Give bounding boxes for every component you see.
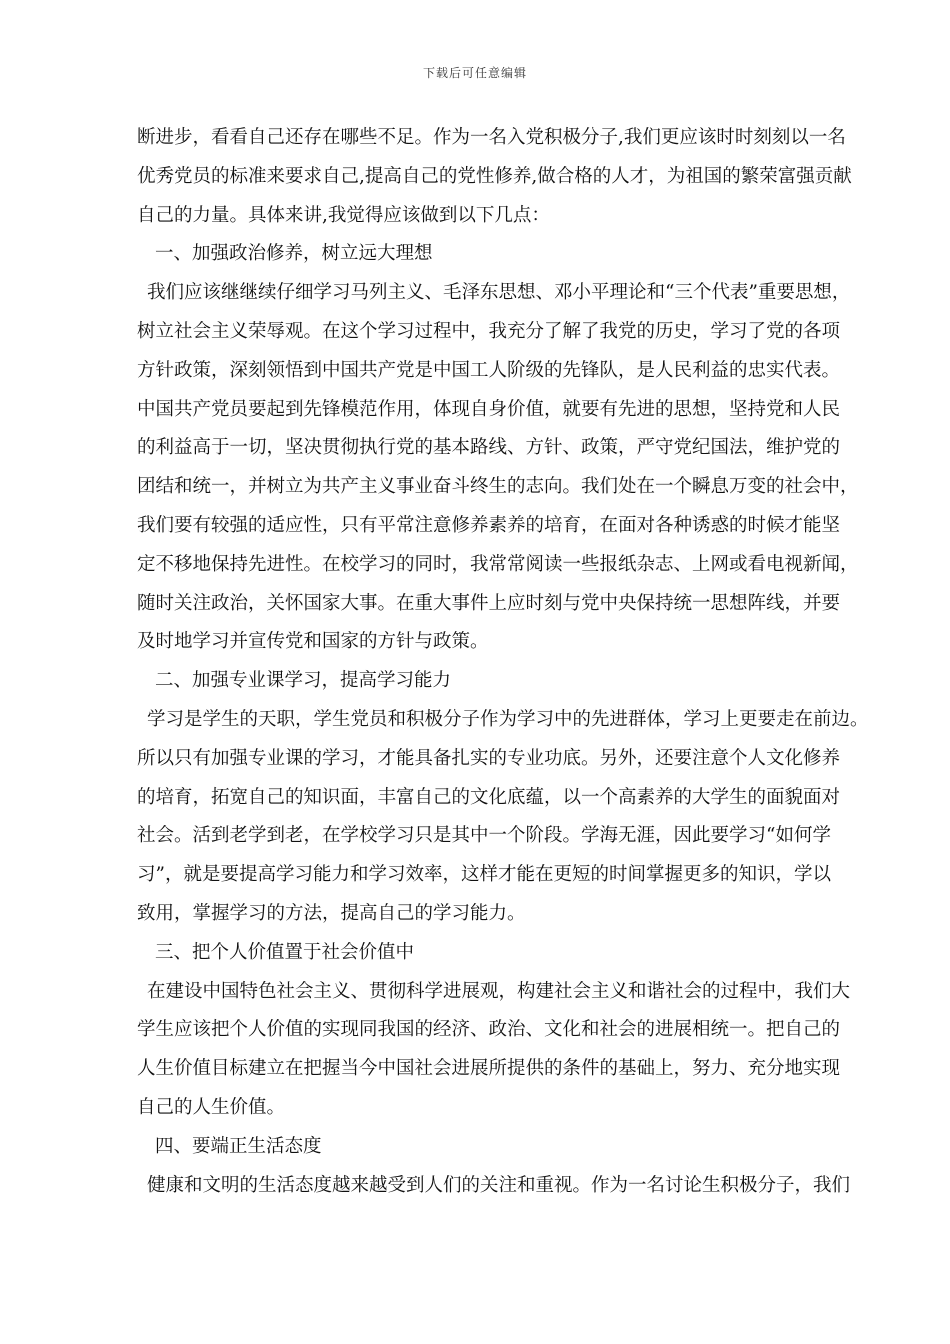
text-line: 自己的力量。具体来讲,我觉得应该做到以下几点： [137, 204, 550, 226]
text-line: 我们要有较强的适应性，只有平常注意修养素养的培育，在面对各种诱惑的时候才能坚 [137, 514, 841, 536]
text-line: 致用，掌握学习的方法，提高自己的学习能力。 [137, 902, 526, 924]
text-line: 学习是学生的天职，学生党员和积极分子作为学习中的先进群体，学习上更要走在前边。 [147, 708, 869, 730]
text-line: 我们应该继继续仔细学习马列主义、毛泽东思想、邓小平理论和“三个代表”重要思想， [147, 282, 851, 304]
section-heading: 一、加强政治修养，树立远大理想 [155, 243, 433, 265]
text-line: 的利益高于一切，坚决贯彻执行党的基本路线、方针、政策，严守党纪国法，维护党的 [137, 437, 841, 459]
text-line: 所以只有加强专业课的学习，才能具备扎实的专业功底。另外，还要注意个人文化修养 [137, 747, 841, 769]
text-line: 断进步，看看自己还存在哪些不足。作为一名入党积极分子,我们更应该时时刻刻以一名 [137, 127, 846, 148]
text-line: 随时关注政治，关怀国家大事。在重大事件上应时刻与党中央保持统一思想阵线，并要 [137, 592, 841, 614]
text-line: 优秀党员的标准来要求自己,提高自己的党性修养,做合格的人才，为祖国的繁荣富强贡献 [137, 165, 852, 187]
text-line: 学生应该把个人价值的实现同我国的经济、政治、文化和社会的进展相统一。把自己的 [137, 1019, 841, 1041]
text-line: 团结和统一，并树立为共产主义事业奋斗终生的志向。我们处在一个瞬息万变的社会中， [137, 476, 859, 498]
text-line: 中国共产党员要起到先锋模范作用，体现自身价值，就要有先进的思想，坚持党和人民 [137, 398, 841, 420]
text-line: 健康和文明的生活态度越来越受到人们的关注和重视。作为一名讨论生积极分子，我们 [147, 1174, 851, 1196]
page-header: 下载后可任意编辑 [422, 66, 527, 80]
text-line: 及时地学习并宣传党和国家的方针与政策。 [137, 631, 489, 653]
text-line: 人生价值目标建立在把握当今中国社会进展所提供的条件的基础上，努力、充分地实现 [137, 1058, 841, 1080]
section-heading: 三、把个人价值置于社会价值中 [155, 941, 415, 963]
text-line: 树立社会主义荣辱观。在这个学习过程中，我充分了解了我党的历史，学习了党的各项 [137, 320, 841, 342]
section-heading: 四、要端正生活态度 [155, 1135, 322, 1157]
text-line: 定不移地保持先进性。在校学习的同时，我常常阅读一些报纸杂志、上网或看电视新闻， [137, 553, 859, 575]
section-heading: 二、加强专业课学习，提高学习能力 [155, 670, 452, 692]
document-body [137, 119, 887, 1205]
text-line: 习”，就是要提高学习能力和学习效率，这样才能在更短的时间掌握更多的知识，学以 [137, 864, 831, 886]
text-line: 社会。活到老学到老，在学校学习只是其中一个阶段。学海无涯，因此要学习“如何学 [137, 825, 831, 847]
text-line: 的培育，拓宽自己的知识面，丰富自己的文化底蕴，以一个高素养的大学生的面貌面对 [137, 786, 841, 808]
text-line: 自己的人生价值。 [137, 1096, 286, 1118]
text-line: 方针政策，深刻领悟到中国共产党是中国工人阶级的先锋队，是人民利益的忠实代表。 [137, 359, 841, 381]
text-line: 在建设中国特色社会主义、贯彻科学进展观，构建社会主义和谐社会的过程中，我们大 [147, 980, 851, 1002]
